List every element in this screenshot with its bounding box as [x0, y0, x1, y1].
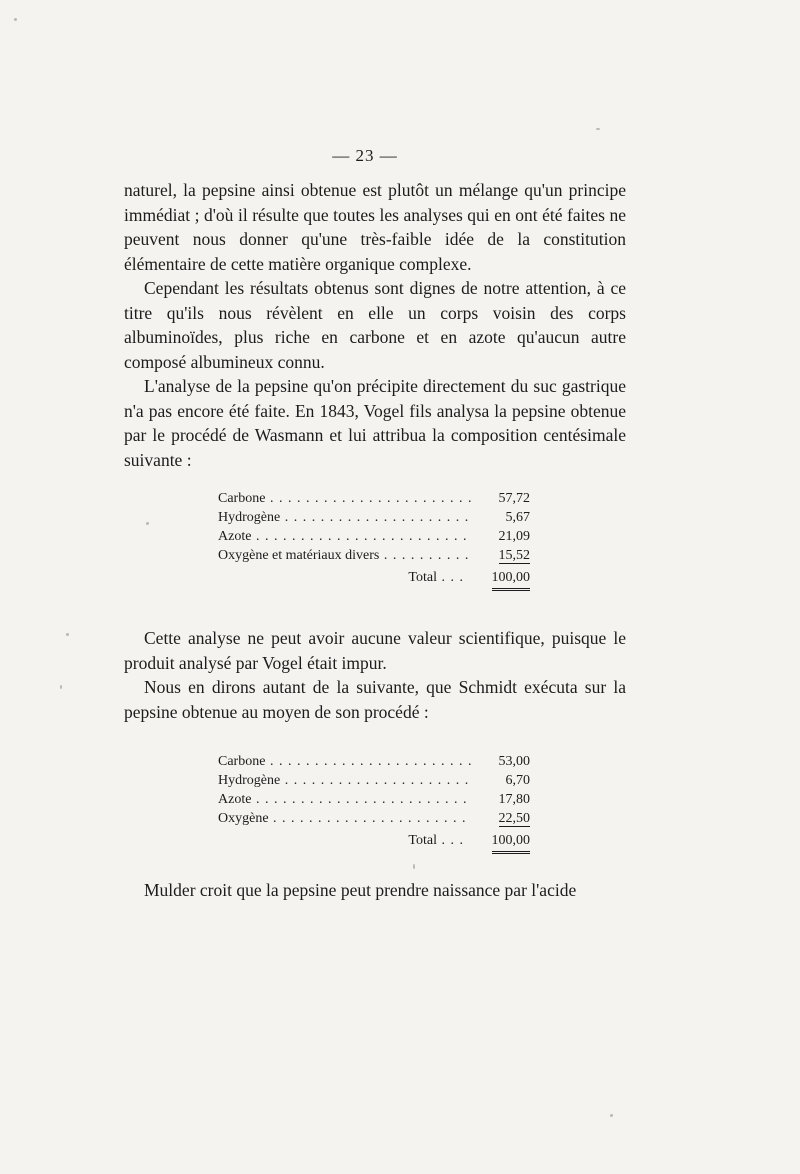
total-value: 100,00	[492, 568, 531, 591]
total-value-cell	[478, 568, 530, 591]
element-value: 21,09	[472, 527, 530, 546]
element-value-cell	[472, 809, 530, 828]
element-value: 22,50	[498, 811, 530, 826]
element-label: Oxygène . . .	[218, 809, 472, 828]
total-label: Total . . .	[408, 831, 464, 850]
paper-speck	[14, 18, 17, 21]
element-label: Hydrogène . . .	[218, 508, 472, 527]
paper-speck	[66, 633, 69, 636]
text-block-middle	[124, 626, 626, 724]
paragraph-4: Cette analyse ne peut avoir aucune valeur scientifique, puisque le produit analysé par Vogel était impur.	[124, 628, 626, 673]
element-value: 17,80	[472, 790, 530, 809]
page-number: — 23 —	[332, 146, 398, 165]
text-block-bottom	[124, 878, 626, 903]
element-value-cell	[472, 546, 530, 565]
element-label: Hydrogène . . .	[218, 771, 472, 790]
total-value: 100,00	[492, 831, 531, 854]
table-row	[218, 508, 530, 527]
total-row	[218, 831, 530, 853]
total-value-cell	[478, 831, 530, 854]
composition-table-vogel	[218, 489, 530, 590]
element-label: Carbone . . .	[218, 752, 472, 771]
element-label: Azote . . .	[218, 790, 472, 809]
element-value: 15,52	[498, 548, 530, 563]
paragraph-3: L'analyse de la pepsine qu'on précipite directement du suc gastrique n'a pas encore été faite. En 1843, Vogel fils analysa la pepsine obtenue par le procédé de Wasmann et lui attribua la composition centésimale suivante :	[124, 376, 626, 470]
element-value: 5,67	[472, 508, 530, 527]
element-value: 57,72	[472, 489, 530, 508]
paper-speck	[610, 1114, 613, 1117]
element-value: 6,70	[472, 771, 530, 790]
table-row	[218, 790, 530, 809]
paper-speck	[60, 685, 62, 689]
composition-table-schmidt	[218, 752, 530, 853]
element-label: Azote . . .	[218, 527, 472, 546]
element-label: Oxygène et matériaux divers . . .	[218, 546, 472, 565]
total-row	[218, 568, 530, 590]
element-label: Carbone . . .	[218, 489, 472, 508]
paragraph-1: naturel, la pepsine ainsi obtenue est plutôt un mélange qu'un principe immédiat ; d'où il résulte que toutes les analyses qui en ont été faites ne peuvent nous donner qu'une très-faible idée de la constitution élémentaire de cette matière organique complexe.	[124, 180, 626, 274]
table-row	[218, 752, 530, 771]
paper-speck	[596, 128, 600, 130]
total-label: Total . . .	[408, 568, 464, 587]
table-row	[218, 771, 530, 790]
element-value: 53,00	[472, 752, 530, 771]
text-block-top	[124, 178, 626, 472]
table-row	[218, 489, 530, 508]
table-row	[218, 527, 530, 546]
paragraph-5: Nous en dirons autant de la suivante, que Schmidt exécuta sur la pepsine obtenue au moyen de son procédé :	[124, 677, 626, 722]
paper-speck	[146, 522, 149, 525]
paragraph-6: Mulder croit que la pepsine peut prendre naissance par l'acide	[144, 880, 577, 900]
table-row	[218, 809, 530, 828]
paper-speck	[413, 864, 415, 869]
paragraph-2: Cependant les résultats obtenus sont dignes de notre attention, à ce titre qu'ils nous révèlent en elle un corps voisin des corps albuminoïdes, plus riche en carbone et en azote qu'aucun autre composé albumineux connu.	[124, 278, 626, 372]
table-row	[218, 546, 530, 565]
